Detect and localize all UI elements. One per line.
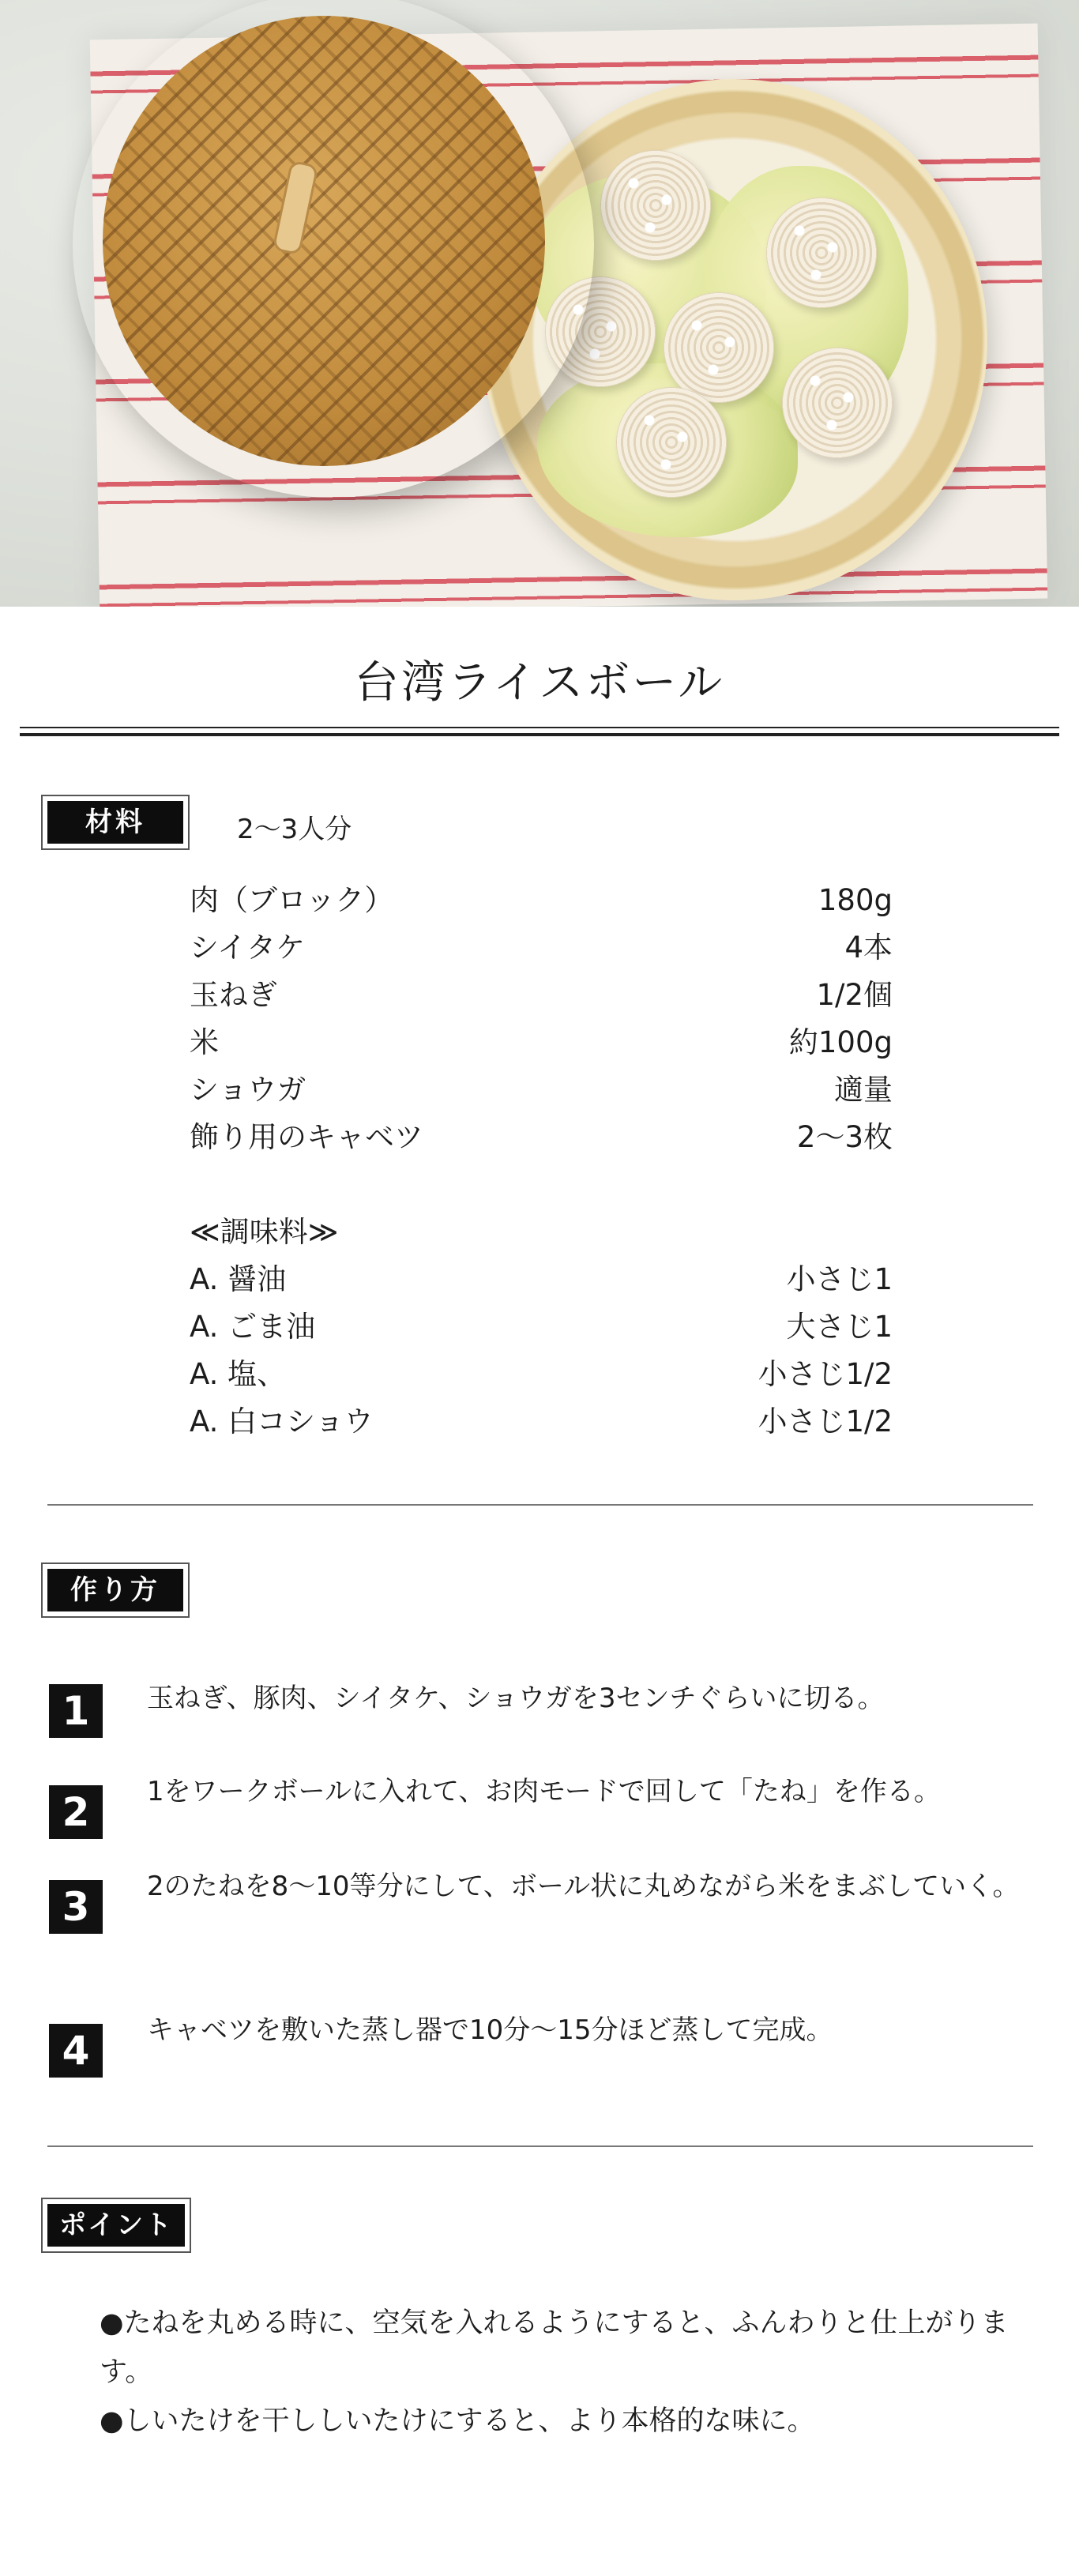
step-number-badge: 1: [49, 1684, 103, 1738]
point-item: ●たねを丸める時に、空気を入れるようにすると、ふんわりと仕上がります。: [100, 2307, 1009, 2388]
step-text: キャベツを敷いた蒸し器で10分～15分ほど蒸して完成。: [147, 2014, 833, 2046]
steamer-lid-weave: [103, 16, 545, 466]
ingredients-label-text: 材料: [47, 801, 183, 844]
seasoning-row: [190, 1398, 893, 1446]
ingredient-amount: 4本: [844, 931, 893, 965]
ingredient-name: 肉（ブロック）: [190, 883, 394, 917]
ingredient-amount: 1/2個: [816, 978, 893, 1012]
ingredient-amount: 2～3枚: [796, 1120, 893, 1154]
page-title: 台湾ライスボール: [354, 657, 725, 709]
ingredients-section-label: [41, 795, 190, 850]
title-divider: [20, 727, 1059, 728]
step-item: [49, 1776, 1028, 1847]
ingredient-amount: 約100g: [788, 1025, 893, 1059]
title-divider: [20, 733, 1059, 736]
section-divider: [47, 1504, 1033, 1506]
ingredient-name: 飾り用のキャベツ: [190, 1120, 423, 1154]
hero-photo: [0, 0, 1079, 607]
seasoning-name: A. 醤油: [190, 1262, 287, 1296]
seasoning-row: [190, 1256, 893, 1303]
points-section-label: [41, 2198, 191, 2253]
rice-ball: [664, 292, 774, 403]
step-text: 玉ねぎ、豚肉、シイタケ、ショウガを3センチぐらいに切る。: [147, 1683, 885, 1714]
ingredient-name: 米: [190, 1025, 219, 1059]
seasoning-name: A. ごま油: [190, 1310, 316, 1344]
point-item: ●しいたけを干ししいたけにすると、より本格的な味に。: [100, 2405, 815, 2437]
rice-ball: [600, 150, 711, 261]
ingredient-name: 玉ねぎ: [190, 978, 277, 1012]
ingredient-row: [190, 877, 893, 924]
ingredient-amount: 適量: [834, 1073, 893, 1107]
points-label-text: ポイント: [47, 2204, 185, 2247]
ingredient-row: [190, 1019, 893, 1066]
rice-ball: [782, 348, 893, 458]
seasoning-amount: 小さじ1/2: [758, 1357, 893, 1391]
ingredient-list: [190, 877, 893, 1446]
step-text: 1をワークボールに入れて、お肉モードで回して「たね」を作る。: [147, 1776, 941, 1807]
seasoning-name: A. 白コショウ: [190, 1405, 374, 1438]
seasoning-row: [190, 1351, 893, 1398]
servings-text: 2～3人分: [237, 814, 352, 845]
seasoning-heading: ≪調味料≫: [190, 1215, 339, 1249]
step-item: [49, 2014, 1028, 2085]
seasoning-amount: 小さじ1/2: [758, 1405, 893, 1438]
ingredient-row: [190, 1114, 893, 1161]
step-number-badge: 2: [49, 1785, 103, 1839]
ingredient-row: [190, 1066, 893, 1114]
method-label-text: 作り方: [47, 1569, 183, 1611]
step-item: [49, 1683, 1028, 1746]
rice-ball: [616, 387, 727, 498]
method-section-label: [41, 1563, 190, 1618]
seasoning-row: [190, 1303, 893, 1351]
ingredient-name: シイタケ: [190, 931, 306, 965]
step-text: 2のたねを8～10等分にして、ボール状に丸めながら米をまぶしていく。: [147, 1871, 1020, 1902]
step-number-badge: 4: [49, 2024, 103, 2078]
step-item: [49, 1871, 1028, 1989]
seasoning-amount: 小さじ1: [786, 1262, 893, 1296]
seasoning-amount: 大さじ1: [786, 1310, 893, 1344]
ingredient-row: [190, 972, 893, 1019]
ingredient-amount: 180g: [818, 883, 893, 917]
points-list: [100, 2299, 1024, 2446]
ingredient-name: ショウガ: [190, 1073, 306, 1107]
ingredient-row: [190, 924, 893, 972]
rice-ball: [766, 197, 877, 308]
step-number-badge: 3: [49, 1880, 103, 1934]
seasoning-name: A. 塩、: [190, 1357, 287, 1391]
section-divider: [47, 2145, 1033, 2147]
